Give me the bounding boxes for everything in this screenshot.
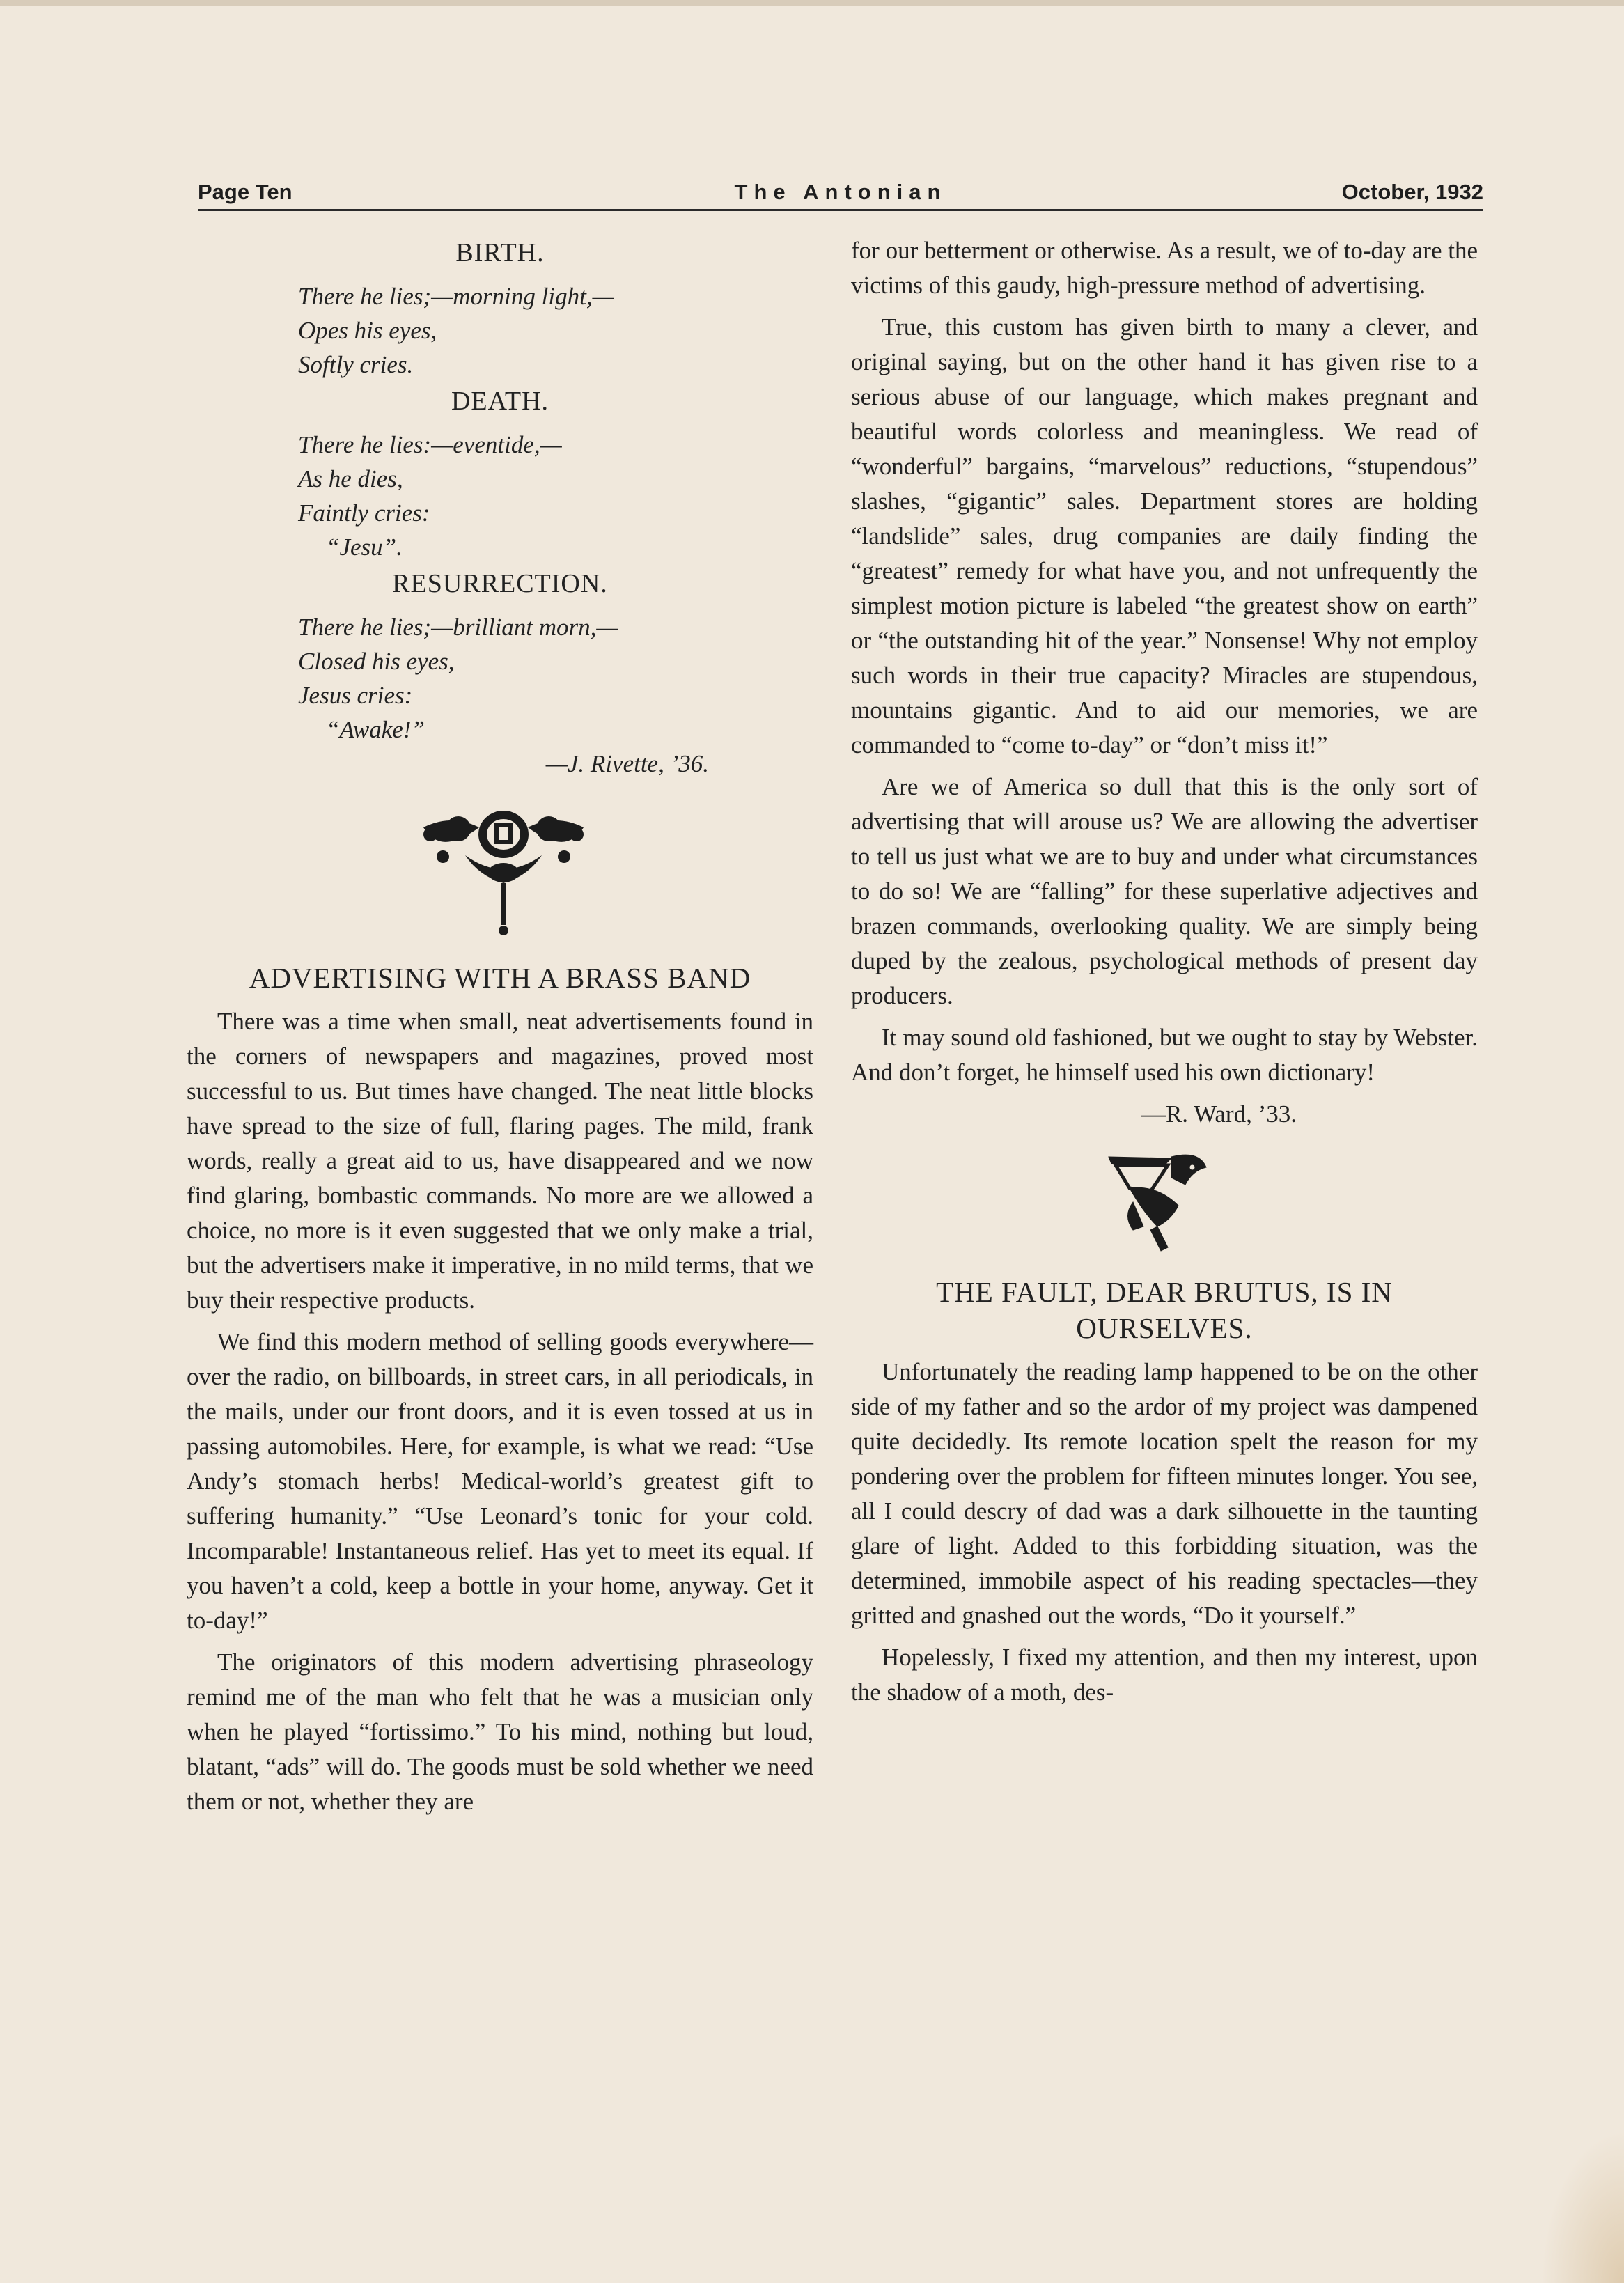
header-rule	[198, 209, 1483, 211]
page-edge	[0, 0, 1624, 6]
poem-death	[298, 428, 813, 564]
poem-signature: —J. Rivette, ’36.	[545, 750, 709, 777]
poem-line: “Jesu”.	[326, 533, 403, 561]
article-paragraph: The originators of this modern advertising phraseology remind me of the man who felt that he was a musician only when he played “fortissimo.” To his mind, nothing but loud, blatant, “ads” will do. The goods must be sold whether we need them or not, whether they are	[187, 1649, 813, 1815]
poem-line: Jesus cries:	[298, 682, 413, 709]
poem-line: “Awake!”	[326, 716, 425, 743]
poem-line: Softly cries.	[298, 351, 414, 378]
issue-date: October, 1932	[1341, 180, 1483, 204]
floral-ornament-icon	[409, 807, 598, 939]
article-paragraph: Unfortunately the reading lamp happened to be on the other side of my father and so the ardor of my project was dampened quite decidedly. Its remote location spelt the reason for my pondering over the problem for fifteen minutes longer. You see, all I could descry of dad was a dark silhouette in the taunting glare of light. Added to this forbidding situation, was the determined, immobile aspect of his reading spectacles—they gritted and gnashed out the words, “Do it yourself.”	[851, 1358, 1478, 1629]
poem-title-resurrection: RESURRECTION.	[392, 569, 608, 598]
poem-line: There he lies;—morning light,—	[298, 283, 614, 310]
article-paragraph: There was a time when small, neat advertisements found in the corners of newspapers and magazines, proved most successful to us. But times have changed. The neat little blocks have spread to the size of full, flaring pages. The mild, frank words, really a great aid to us, have disappeared and we now find glaring, bombastic commands. No more are we allowed a choice, no more is it even suggested that we only make a trial, but the advertisers make it imperative, in no mild terms, that we buy their respective products.	[187, 1008, 813, 1314]
poem-line: Closed his eyes,	[298, 648, 455, 675]
poem-line: As he dies,	[298, 465, 403, 492]
article-paragraph: It may sound old fashioned, but we ought to stay by Webster. And don’t forget, he himself used his own dictionary!	[851, 1024, 1478, 1086]
poem-line: There he lies;—brilliant morn,—	[298, 614, 618, 641]
poem-birth	[298, 279, 813, 382]
right-column	[851, 233, 1478, 1717]
page-number: Page Ten	[198, 180, 292, 204]
article-paragraph: Hopelessly, I fixed my attention, and then my interest, upon the shadow of a moth, des-	[851, 1644, 1478, 1706]
article-paragraph: Are we of America so dull that this is the only sort of advertising that will arouse us? We are allowing the advertiser to tell us just what we are to buy and under what circumstances to do so! We are “falling” for these superlative adjectives and brazen commands, overlooking quality. We are simply being duped by the zealous, psychological methods of present day producers.	[851, 773, 1478, 1009]
poem-resurrection	[298, 610, 813, 747]
publication-title: The Antonian	[734, 180, 947, 204]
eagle-ornament-icon	[1102, 1150, 1220, 1254]
section-title-advertising: ADVERTISING WITH A BRASS BAND	[249, 962, 751, 994]
article-paragraph: We find this modern method of selling goods everywhere—over the radio, on billboards, in street cars, in all periodicals, in the mails, under our front doors, and it is even tossed at us in passing automobiles. Here, for example, is what we read: “Use Andy’s stomach herbs! Medical-world’s greatest gift to suffering humanity.” “Use Leonard’s tonic for your cold. Incomparable! Instantaneous relief. Has yet to meet its equal. If you haven’t a cold, keep a bottle in your home, anyway. Get it to-day!”	[187, 1328, 813, 1634]
article-signature: —R. Ward, ’33.	[1141, 1100, 1297, 1128]
left-column	[187, 233, 813, 1826]
poem-line: There he lies:—eventide,—	[298, 431, 562, 458]
article-paragraph: for our betterment or otherwise. As a result, we of to-day are the victims of this gaudy, high-pressure method of advertising.	[851, 237, 1478, 299]
poem-line: Opes his eyes,	[298, 317, 437, 344]
poem-title-death: DEATH.	[451, 387, 549, 416]
article-paragraph: True, this custom has given birth to many a clever, and original saying, but on the other hand it has given rise to a serious abuse of our language, which makes pregnant and beautiful words colorless and meaningless. We read of “wonderful” bargains, “marvelous” reductions, “stupendous” slashes, “gigantic” sales. Department stores are holding “landslide” sales, drug companies are daily finding the “greatest” remedy for what have you, and not unfrequently the simplest motion picture is labeled “the greatest show on earth” or “the outstanding hit of the year.” Nonsense! Why not employ such words in their true capacity? Miracles are stupendous, mountains gigantic. And to aid our memories, we are commanded to “come to-day” or “don’t miss it!”	[851, 313, 1478, 758]
poem-title-birth: BIRTH.	[455, 238, 545, 267]
poem-line: Faintly cries:	[298, 499, 430, 527]
page-stain	[1540, 2130, 1624, 2283]
section-title-fault: THE FAULT, DEAR BRUTUS, IS IN OURSELVES.	[936, 1276, 1393, 1344]
running-header	[198, 180, 1483, 208]
